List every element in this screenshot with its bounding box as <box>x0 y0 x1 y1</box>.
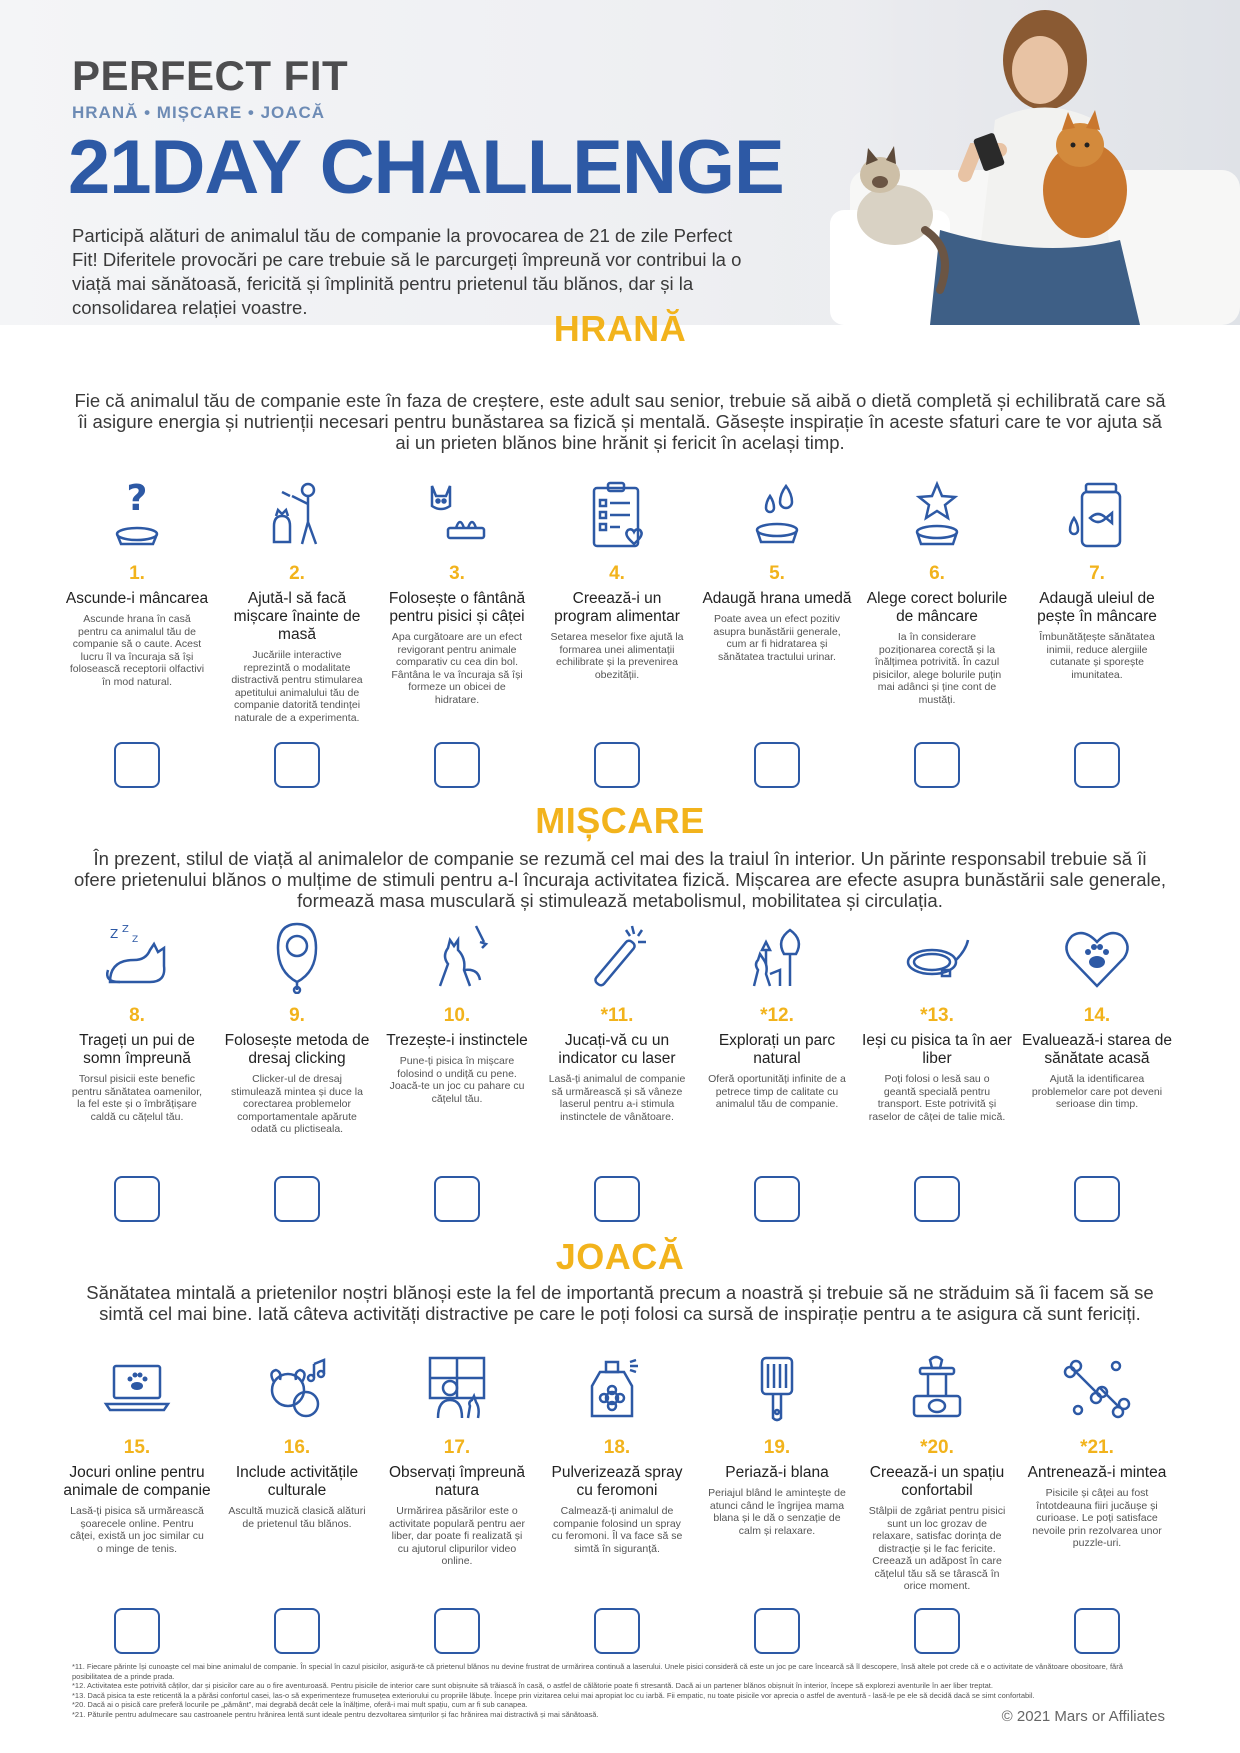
cat-tree-icon <box>900 1352 974 1426</box>
challenge-item-6 <box>862 478 1012 706</box>
item-number: 8. <box>129 1005 145 1026</box>
item-number: 3. <box>449 563 465 584</box>
item-description: Poți folosi o lesă sau o geantă specială pentru transport. Este potrivită și raselor de câței de talie mică. <box>868 1073 1006 1123</box>
item-number: 18. <box>603 1437 631 1458</box>
footnote: *13. Dacă pisica ta este reticentă la a părăsi confortul casei, las-o să experimenteze frumusețea exteriorului cu propriile lăbuțe. Începe prin vizitarea celui mai apropiat loc cu iarbă. Fii empatic, nu toate pisicile vor aprecia o astfel de aventură - lasă-le pe ele să decidă dacă se simt confortabil. <box>72 1690 1035 1700</box>
leash-collar-icon <box>900 920 974 994</box>
footnote: *12. Activitatea este potrivită câților, dar și pisicilor care au o fire aventuroasă. Pentru pisicile de interior care sunt obișnuite să trăiască în casă, o astfel de călătorie poate fi stresantă. Dacă ai un partener blănos obișnuit în interior, începe să explorezi aventurile în aer liber treptat. <box>72 1681 993 1690</box>
header-banner <box>0 0 1240 325</box>
challenge-item-15 <box>62 1352 212 1555</box>
item-title: Antrenează-i mintea <box>1027 1464 1167 1481</box>
clicker-icon <box>260 920 334 994</box>
item-description: Clicker-ul de dresaj stimulează mintea și duce la corectarea problemelor comportamentale apărute odată cu plictiseala. <box>231 1073 363 1135</box>
item-number: 7. <box>1089 563 1105 584</box>
section-title-miscare: MIȘCARE <box>535 800 705 841</box>
item-description: Urmărirea păsărilor este o activitate populară pentru aer liber, dar poate fi realizată și cu ajutorul clipurilor video online. <box>388 1505 525 1567</box>
cat-wand-icon <box>420 920 494 994</box>
challenge-item-13 <box>862 920 1012 1123</box>
item-title: Alege corect bolurile de mâncare <box>866 590 1008 625</box>
challenge-item-14 <box>1022 920 1172 1111</box>
checkbox-day-19[interactable] <box>754 1608 800 1654</box>
challenge-item-5 <box>702 478 852 663</box>
checkbox-day-3[interactable] <box>434 742 480 788</box>
item-title: Jocuri online pentru animale de companie <box>63 1464 211 1499</box>
item-description: Ajută la identificarea problemelor care pot deveni serioase din timp. <box>1031 1073 1163 1110</box>
item-title: Adaugă hrana umedă <box>702 590 852 607</box>
item-number: 10. <box>443 1005 471 1026</box>
svg-text:Z: Z <box>122 924 129 935</box>
item-number: *20. <box>920 1437 954 1458</box>
heart-paw-icon <box>1060 920 1134 994</box>
item-title: Ascunde-i mâncarea <box>65 590 209 607</box>
challenge-item-4 <box>542 478 692 681</box>
footnote: *20. Dacă ai o pisică care preferă locurile pe „pământ”, mai degrabă decât cele la înălțime, oferă-i mai mult spațiu, cum ar fi sub canapea. <box>72 1700 528 1709</box>
checkbox-day-21[interactable] <box>1074 1608 1120 1654</box>
challenge-item-9 <box>222 920 372 1136</box>
checkbox-day-5[interactable] <box>754 742 800 788</box>
footnote: *21. Păturile pentru adulmecare sau castroanele pentru hrănirea lentă sunt ideale pentru dezvoltarea simțurilor și fac hrănirea mai distractivă și mai sănătoasă. <box>72 1709 599 1719</box>
pets-music-icon <box>260 1352 334 1426</box>
brand-name: PERFECT FIT <box>72 52 349 99</box>
item-title: Include activitățile culturale <box>235 1464 359 1499</box>
item-description: Pune-ți pisica în mișcare folosind o undiță cu pene. Joacă-te un joc cu pahare cu cățelul tău. <box>389 1055 525 1105</box>
checkbox-day-20[interactable] <box>914 1608 960 1654</box>
item-description: Lasă-ți animalul de companie să urmărească și să vâneze laserul pentru a-i stimula instinctele de vânătoare. <box>548 1073 686 1123</box>
checkbox-day-18[interactable] <box>594 1608 640 1654</box>
brand-tagline: HRANĂ • MIȘCARE • JOACĂ <box>72 103 326 122</box>
item-title: Pulverizează spray cu feromoni <box>551 1464 683 1499</box>
checkbox-day-12[interactable] <box>754 1176 800 1222</box>
water-drops-bowl-icon <box>740 478 814 552</box>
checkbox-day-11[interactable] <box>594 1176 640 1222</box>
laptop-paw-icon <box>100 1352 174 1426</box>
page-title: 21DAY CHALLENGE <box>68 125 784 210</box>
item-description: Jucăriile interactive reprezintă o modalitate distractivă pentru stimularea apetitului animalului tău de companie datorită tendinței naturale de a experimenta. <box>231 649 363 724</box>
footnote: *11. Fiecare părinte își cunoaște cel mai bine animalul de companie. În special în cazul pisicilor, asigură-te că prietenul blănos nu devine frustrat de urmărirea continuă a laserului. Unele pisici consideră că este un joc pe care încearcă să îl descopere, însă altele pot crede că e o activitate de vânătoare obositoare, fără posibilitatea de a prinde prada. <box>72 1662 1123 1681</box>
item-number: 17. <box>443 1437 471 1458</box>
section-desc-joaca: Sănătatea mintală a prietenilor noștri blănoși este la fel de importantă precum a noastră și trebuie să ne străduim să îi facem să se simtă cel mai bine. Iată câteva activități distractive pe care le poți folosi ca sursă de inspirație pentru a te asigura că sunt fericiți. <box>86 1282 1154 1324</box>
checkbox-day-16[interactable] <box>274 1608 320 1654</box>
challenge-item-3 <box>382 478 532 706</box>
checkbox-day-14[interactable] <box>1074 1176 1120 1222</box>
checkbox-day-9[interactable] <box>274 1176 320 1222</box>
park-walk-icon <box>740 920 814 994</box>
item-description: Apa curgătoare are un efect revigorant pentru animale comparativ cu cea din bol. Fântâna le va încuraja să își formeze un obicei de hidratare. <box>391 631 523 706</box>
item-description: Pisicile și câței au fost întotdeauna fiiri jucăușe și curioase. Le poți satisface nevoile prin rezolvarea unor puzzle-uri. <box>1032 1487 1162 1549</box>
checkbox-day-6[interactable] <box>914 742 960 788</box>
fish-oil-jar-icon <box>1060 478 1134 552</box>
challenge-item-8 <box>62 920 212 1123</box>
item-number: 15. <box>123 1437 151 1458</box>
section-desc-miscare: În prezent, stilul de viață al animalelor de companie se rezumă cel mai des la traiul în interior. Un părinte responsabil trebuie să îi ofere prietenului blănos o mulțime de stimuli pentru a-l încuraja activitatea fizică. Mișcarea are efecte asupra bunăstării sale generale, formează masa musculară și stimulează metabolismul, mobilitatea și circulația. <box>73 848 1167 911</box>
item-title: Observați împreună natura <box>388 1464 526 1499</box>
challenge-item-20 <box>862 1352 1012 1593</box>
checkbox-day-2[interactable] <box>274 742 320 788</box>
challenge-item-21 <box>1022 1352 1172 1550</box>
item-description: Lasă-ți pisica să urmărească șoarecele online. Pentru câței, există un joc similar cu o minge de tenis. <box>70 1505 204 1555</box>
item-number: *13. <box>920 1005 954 1026</box>
footnotes <box>72 1662 1132 1719</box>
checkbox-day-10[interactable] <box>434 1176 480 1222</box>
bones-icon <box>1060 1352 1134 1426</box>
item-number: *12. <box>760 1005 794 1026</box>
item-number: 5. <box>769 563 785 584</box>
svg-text:Z: Z <box>110 927 119 941</box>
challenge-item-18 <box>542 1352 692 1555</box>
item-number: 16. <box>283 1437 311 1458</box>
item-description: Poate avea un efect pozitiv asupra bunăstării generale, cum ar fi hidratarea și sănătatea tractului urinar. <box>713 613 841 663</box>
svg-text:?: ? <box>126 478 148 519</box>
clipboard-schedule-icon <box>580 478 654 552</box>
item-description: Setarea meselor fixe ajută la formarea unei alimentații echilibrate și la prevenirea obezității. <box>550 631 684 681</box>
item-description: Îmbunătățește sănătatea inimii, reduce alergiile cutanate și sporește imunitatea. <box>1039 631 1155 681</box>
checkbox-day-4[interactable] <box>594 742 640 788</box>
item-title: Folosește o fântână pentru pisici și câței <box>388 590 526 625</box>
item-title: Folosește metoda de dresaj clicking <box>224 1032 370 1067</box>
item-number: 6. <box>929 563 945 584</box>
item-description: Ascunde hrana în casă pentru ca animalul tău de companie să o caute. Acest lucru îl va încuraja să își folosească receptorii olfactivi în mod natural. <box>69 613 205 688</box>
star-bowl-icon <box>900 478 974 552</box>
item-number: 19. <box>763 1437 791 1458</box>
section-title-joaca: JOACĂ <box>555 1236 685 1277</box>
brand-logo <box>72 52 349 123</box>
copyright: © 2021 Mars or Affiliates <box>1001 1708 1165 1725</box>
item-number: 2. <box>289 563 305 584</box>
person-window-birds-icon <box>420 1352 494 1426</box>
checkbox-day-15[interactable] <box>114 1608 160 1654</box>
section-title-hrana: HRANĂ <box>553 308 687 349</box>
challenge-item-7 <box>1022 478 1172 681</box>
item-title: Jucați-vă cu un indicator cu laser <box>558 1032 676 1067</box>
woman-with-pets-photo <box>790 0 1240 325</box>
checkbox-day-17[interactable] <box>434 1608 480 1654</box>
item-description: Ascultă muzică clasică alături de prietenul tău blănos. <box>228 1505 366 1530</box>
challenge-item-12 <box>702 920 852 1111</box>
item-title: Trezește-i instinctele <box>386 1032 528 1049</box>
item-description: Calmează-ți animalul de companie folosind un spray cu feromoni. Îl va face să se simtă în siguranță. <box>551 1505 683 1555</box>
cat-fountain-icon <box>420 478 494 552</box>
intro-text: Participă alături de animalul tău de companie la provocarea de 21 de zile Perfect Fit! Diferitele provocări pe care trebuie să le parcurgeți împreună vor contribui la o viață mai sănătoasă, fericită și împlinită pentru prietenul tău blănos, dar și la consolidarea relației voastre. <box>72 225 742 318</box>
item-title: Adaugă uleiul de pește în mâncare <box>1037 590 1157 625</box>
item-title: Evaluează-i starea de sănătate acasă <box>1022 1032 1172 1067</box>
item-title: Periază-i blana <box>725 1464 829 1481</box>
item-number: 14. <box>1083 1005 1111 1026</box>
item-number: *21. <box>1080 1437 1114 1458</box>
item-number: 4. <box>609 563 625 584</box>
item-title: Explorați un parc natural <box>718 1032 836 1067</box>
checkbox-day-1[interactable] <box>114 742 160 788</box>
challenge-item-17 <box>382 1352 532 1568</box>
item-description: Ia în considerare poziționarea corectă și la înălțimea potrivită. În cazul pisicilor, alege bolurile puțin mai adânci și ține cont de mustăți. <box>872 631 1002 706</box>
item-description: Oferă oportunități infinite de a petrece timp de calitate cu animalul tău de companie. <box>708 1073 846 1110</box>
challenge-item-1 <box>62 478 212 688</box>
challenge-item-11 <box>542 920 692 1123</box>
checkbox-day-8[interactable] <box>114 1176 160 1222</box>
item-title: Ajută-l să facă mișcare înainte de masă <box>233 590 361 643</box>
item-description: Periajul blând le amintește de atunci când le îngrijea mama blana și le dă o senzație de calm și relaxare. <box>708 1487 846 1537</box>
challenge-item-19 <box>702 1352 852 1537</box>
item-title: Creează-i un program alimentar <box>554 590 680 625</box>
item-title: Ieși cu pisica ta în aer liber <box>862 1032 1012 1067</box>
item-description: Torsul pisicii este benefic pentru sănătatea oamenilor, la fel este și o îmbrățișare caldă cu cățelul tău. <box>71 1073 203 1123</box>
challenge-item-16 <box>222 1352 372 1530</box>
item-number: 1. <box>129 563 145 584</box>
question-bowl-icon <box>100 478 174 552</box>
item-title: Trageți un pui de somn împreună <box>79 1032 195 1067</box>
person-playing-cat-icon <box>260 478 334 552</box>
grooming-brush-icon <box>740 1352 814 1426</box>
item-number: *11. <box>600 1005 634 1026</box>
svg-text:Z: Z <box>132 935 139 945</box>
checkbox-day-7[interactable] <box>1074 742 1120 788</box>
item-number: 9. <box>289 1005 305 1026</box>
item-description: Stâlpii de zgâriat pentru pisici sunt un loc grozav de relaxare, satisfac dorința de distracție și le fac fericite. Creează un adăpost în care cățelul tău să se târască în orice moment. <box>868 1505 1006 1592</box>
checkbox-day-13[interactable] <box>914 1176 960 1222</box>
item-title: Creează-i un spațiu confortabil <box>869 1464 1005 1499</box>
section-desc-hrana: Fie că animalul tău de companie este în faza de creștere, este adult sau senior, trebuie să aibă o dietă completă și echilibrată care să îi asigure energia și nutrienții necesari pentru bunăstarea sa fizică și mentală. Găsește inspirație în aceste sfaturi care te vor ajuta să ai un prieten blănos bine hrănit și fericit în același timp. <box>74 390 1166 453</box>
challenge-item-2 <box>222 478 372 724</box>
perfume-spray-flower-icon <box>580 1352 654 1426</box>
sleeping-cat-icon <box>100 920 174 994</box>
challenge-item-10 <box>382 920 532 1105</box>
laser-pointer-icon <box>580 920 654 994</box>
